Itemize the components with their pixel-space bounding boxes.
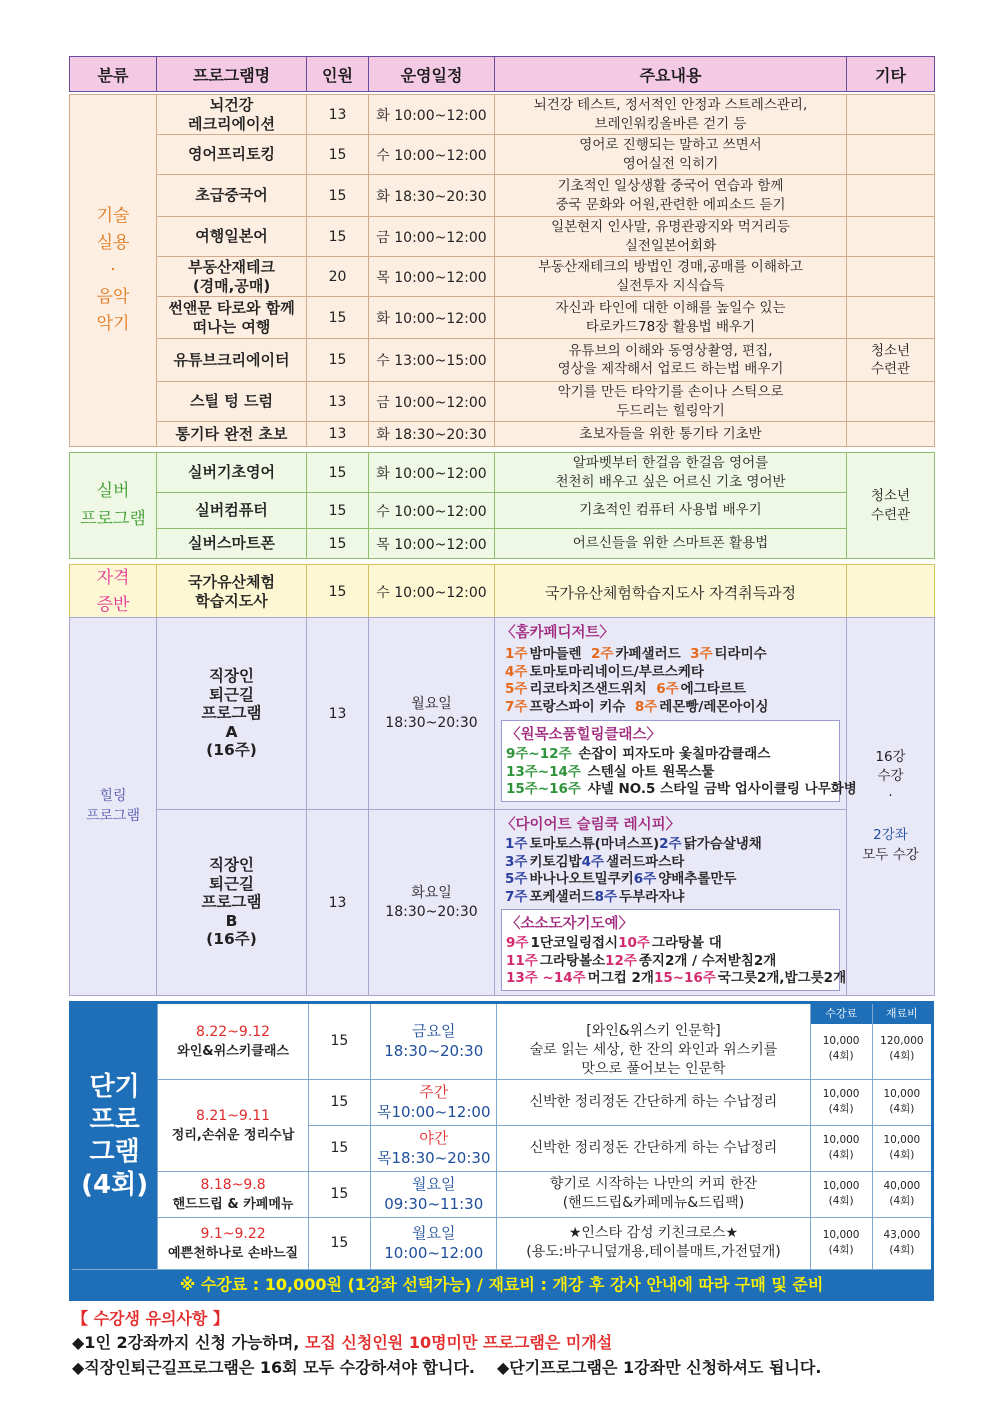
cert-section — [69, 564, 935, 620]
course-line: 13주~14주 스텐실 아트 원목스툴 — [506, 763, 715, 780]
course-line: 15주~16주 샤넬 NO.5 스타일 금박 업사이클링 나무화병 — [506, 781, 857, 798]
table-row — [70, 422, 935, 447]
schedule: 금 10:00~12:00 — [369, 217, 495, 257]
notice-line-1: ◆1인 2강좌까지 신청 가능하며, 모집 신청인원 10명미만 프로그램은 미개설 — [72, 1333, 613, 1352]
program-name: 유튜브크리에이터 — [157, 339, 307, 382]
content: [와인&위스키 인문학] 술로 읽는 세상, 한 잔의 와인과 위스키를 맛으로 풀어보는 인문학 — [497, 1003, 810, 1080]
program-name: 뇌건강 레크리에이션 — [157, 95, 307, 135]
healing-a-schedule: 월요일 18:30~20:30 — [369, 618, 495, 810]
schedule: 야간 목18:30~20:30 — [371, 1125, 497, 1171]
etc — [847, 135, 935, 175]
schedule: 월요일 09:30~11:30 — [371, 1171, 497, 1217]
capacity: 20 — [307, 257, 369, 297]
schedule: 수 10:00~12:00 — [369, 493, 495, 529]
etc — [847, 382, 935, 422]
table-row — [70, 135, 935, 175]
healing-b-box2-title: 〈소소도자기도예〉 — [506, 916, 634, 933]
program-name: 9.1~9.22 예쁜천하나로 손바느질 — [158, 1217, 309, 1269]
healing-b-name: 직장인 퇴근길 프로그램 B (16주) — [157, 810, 307, 996]
content: 초보자들을 위한 통기타 기초반 — [495, 422, 847, 447]
header-table — [69, 56, 935, 92]
healing-a-content — [495, 618, 857, 810]
content: 부동산재테크의 방법인 경매,공매를 이해하고 실전투자 지식습득 — [495, 257, 847, 297]
content: 유튜브의 이해와 동영상촬영, 편집, 영상을 제작해서 업로드 하는법 배우기 — [495, 339, 847, 382]
tuition: 수강료 10,000 (4회) — [810, 1003, 872, 1080]
material-fee: 재료비 120,000 (4회) — [872, 1003, 932, 1080]
program-name: 실버기초영어 — [157, 453, 307, 493]
course-line: 9주~12주 손잡이 피자도마 옻칠마감클래스 — [506, 746, 771, 763]
schedule: 화 10:00~12:00 — [369, 95, 495, 135]
healing-category: 힐링 프로그램 — [70, 618, 157, 996]
capacity: 13 — [307, 382, 369, 422]
table-row — [71, 1003, 933, 1080]
table-row — [70, 339, 935, 382]
healing-a-box2 — [501, 720, 857, 802]
table-row — [70, 257, 935, 297]
content: 뇌건강 테스트, 정서적인 안정과 스트레스관리, 브레인워킹올바른 걷기 등 — [495, 95, 847, 135]
schedule: 화 10:00~12:00 — [369, 453, 495, 493]
table-row — [70, 493, 935, 529]
etc — [847, 422, 935, 447]
program-name: 스틸 텅 드럼 — [157, 382, 307, 422]
program-name: 썬앤문 타로와 함께 떠나는 여행 — [157, 297, 307, 339]
schedule: 월요일 10:00~12:00 — [371, 1217, 497, 1269]
silver-section — [69, 452, 935, 559]
healing-a-box1-title: 〈홈카페디저트〉 — [501, 625, 615, 641]
capacity: 15 — [307, 493, 369, 529]
healing-etc: 16강 수강 · 2강좌 모두 수강 — [847, 618, 935, 996]
content: 향기로 시작하는 나만의 커피 한잔 (핸드드립&카페메뉴&드립팩) — [497, 1171, 810, 1217]
etc — [847, 217, 935, 257]
col-content: 주요내용 — [495, 57, 847, 92]
table-row — [71, 1079, 933, 1125]
short-category: 단기 프로 그램 (4회) — [71, 1003, 158, 1270]
material-fee: 10,000 (4회) — [872, 1079, 932, 1125]
material-fee: 10,000 (4회) — [872, 1125, 932, 1171]
course-line: 4주 토마토마리네이드/부르스케타 — [505, 663, 704, 680]
content: 신박한 정리정돈 간단하게 하는 수납정리 — [497, 1125, 810, 1171]
program-name: 여행일본어 — [157, 217, 307, 257]
notice-title: 【 수강생 유의사항 】 — [72, 1309, 229, 1328]
capacity: 15 — [308, 1171, 370, 1217]
content: 신박한 정리정돈 간단하게 하는 수납정리 — [497, 1079, 810, 1125]
etc — [847, 297, 935, 339]
capacity: 15 — [307, 339, 369, 382]
capacity: 15 — [307, 135, 369, 175]
course-line: 9주 1단코일링접시10주 그라탕볼 대 — [506, 935, 722, 952]
table-row — [70, 217, 935, 257]
course-line: 5주 바나나오트밀쿠키6주 양배추롤만두 — [505, 871, 737, 888]
program-name: 8.18~9.8 핸드드립 & 카페메뉴 — [158, 1171, 309, 1217]
healing-b-content — [495, 810, 847, 996]
program-name: 부동산재테크 (경매,공매) — [157, 257, 307, 297]
course-line: 3주 키토김밥4주 샐러드파스타 — [505, 853, 685, 870]
schedule: 목 10:00~12:00 — [369, 257, 495, 297]
content: 알파벳부터 한걸음 한걸음 영어를 천천히 배우고 싶은 어르신 기초 영어반 — [495, 453, 847, 493]
etc: 청소년 수련관 — [847, 339, 935, 382]
program-name: 실버컴퓨터 — [157, 493, 307, 529]
col-category: 분류 — [70, 57, 157, 92]
col-etc: 기타 — [847, 57, 935, 92]
program-name: 8.22~9.12 와인&위스키클래스 — [158, 1003, 309, 1080]
schedule: 목 10:00~12:00 — [369, 529, 495, 559]
col-capacity: 인원 — [307, 57, 369, 92]
healing-b-box2 — [501, 909, 847, 991]
healing-b-capacity: 13 — [307, 810, 369, 996]
col-program: 프로그램명 — [157, 57, 307, 92]
capacity: 15 — [307, 297, 369, 339]
cert-capacity: 15 — [307, 565, 369, 620]
notice-block — [72, 1306, 972, 1381]
program-name: 실버스마트폰 — [157, 529, 307, 559]
healing-a-name: 직장인 퇴근길 프로그램 A (16주) — [157, 618, 307, 810]
program-name: 8.21~9.11 정리,손쉬운 정리수납 — [158, 1079, 309, 1171]
course-line: 7주 프랑스파이 키슈 8주 레몬빵/레몬아이싱 — [505, 698, 769, 715]
capacity: 15 — [307, 217, 369, 257]
capacity: 15 — [308, 1079, 370, 1125]
capacity: 15 — [307, 175, 369, 217]
schedule: 화 18:30~20:30 — [369, 422, 495, 447]
tuition: 10,000 (4회) — [810, 1125, 872, 1171]
cert-category: 자격 증반 — [70, 565, 157, 620]
table-row — [70, 453, 935, 493]
course-line: 7주 포케샐러드8주 두부라자냐 — [505, 888, 685, 905]
program-name: 통기타 완전 초보 — [157, 422, 307, 447]
tech-section — [69, 94, 935, 447]
table-row — [70, 95, 935, 135]
etc — [847, 175, 935, 217]
silver-category: 실버 프로그램 — [70, 453, 157, 559]
silver-etc: 청소년 수련관 — [847, 453, 935, 559]
schedule: 주간 목10:00~12:00 — [371, 1079, 497, 1125]
capacity: 15 — [308, 1125, 370, 1171]
etc — [847, 257, 935, 297]
etc — [847, 95, 935, 135]
content: 기초적인 컴퓨터 사용법 배우기 — [495, 493, 847, 529]
healing-b-box1-title: 〈다이어트 슬림쿡 레시피〉 — [501, 817, 681, 833]
tuition: 10,000 (4회) — [810, 1217, 872, 1269]
cert-etc — [847, 565, 935, 620]
short-program-section — [69, 1001, 934, 1301]
schedule: 금 10:00~12:00 — [369, 382, 495, 422]
capacity: 13 — [307, 95, 369, 135]
course-line: 5주 리코타치즈샌드위치 6주 에그타르트 — [505, 681, 746, 698]
table-row — [70, 297, 935, 339]
content: 영어로 진행되는 말하고 쓰면서 영어실전 익히기 — [495, 135, 847, 175]
schedule: 수 13:00~15:00 — [369, 339, 495, 382]
course-line: 13주 ~14주 머그컵 2개15~16주 국그릇2개,밥그릇2개 — [506, 970, 847, 987]
tuition: 10,000 (4회) — [810, 1079, 872, 1125]
content: 어르신들을 위한 스마트폰 활용법 — [495, 529, 847, 559]
cert-content: 국가유산체험학습지도사 자격취득과정 — [495, 565, 847, 620]
tech-category: 기술 실용 · 음악 악기 — [70, 95, 157, 447]
healing-a-box2-title: 〈원목소품힐링클래스〉 — [506, 727, 662, 744]
tuition: 10,000 (4회) — [810, 1171, 872, 1217]
content: 악기를 만든 타악기를 손이나 스틱으로 두드리는 힐링악기 — [495, 382, 847, 422]
notice-line-2: ◆직장인퇴근길프로그램은 16회 모두 수강하셔야 합니다. ◆단기프로그램은 1강좌만 신청하셔도 됩니다. — [72, 1357, 822, 1377]
table-row — [70, 382, 935, 422]
table-row — [70, 175, 935, 217]
course-line: 1주 밤마들렌 2주 카페샐러드 3주 티라미수 — [505, 646, 767, 662]
capacity: 15 — [307, 453, 369, 493]
table-row — [71, 1171, 933, 1217]
content: ★인스타 감성 키친크로스★ (용도:바구니덮개용,테이블매트,가전덮개) — [497, 1217, 810, 1269]
capacity: 15 — [307, 529, 369, 559]
healing-section — [69, 617, 935, 996]
schedule: 화 18:30~20:30 — [369, 175, 495, 217]
material-fee: 43,000 (4회) — [872, 1217, 932, 1269]
cert-schedule: 수 10:00~12:00 — [369, 565, 495, 620]
capacity: 15 — [308, 1217, 370, 1269]
cert-program-name: 국가유산체험 학습지도사 — [157, 565, 307, 620]
course-line: 11주 그라탕볼소12주 종지2개 / 수저받침2개 — [506, 952, 777, 969]
col-schedule: 운영일정 — [369, 57, 495, 92]
content: 기초적인 일상생활 중국어 연습과 함께 중국 문화와 어원,관련한 에피소드 듣기 — [495, 175, 847, 217]
program-name: 영어프리토킹 — [157, 135, 307, 175]
material-fee: 40,000 (4회) — [872, 1171, 932, 1217]
capacity: 15 — [308, 1003, 370, 1080]
schedule: 금요일 18:30~20:30 — [371, 1003, 497, 1080]
content: 자신과 타인에 대한 이해를 높일수 있는 타로카드78장 활용법 배우기 — [495, 297, 847, 339]
healing-a-capacity: 13 — [307, 618, 369, 810]
healing-b-schedule: 화요일 18:30~20:30 — [369, 810, 495, 996]
capacity: 13 — [307, 422, 369, 447]
table-row — [70, 529, 935, 559]
program-name: 초급중국어 — [157, 175, 307, 217]
course-line: 1주 토마토스튜(마녀스프)2주 닭가슴살냉채 — [505, 836, 762, 852]
schedule: 화 10:00~12:00 — [369, 297, 495, 339]
fee-footer: ※ 수강료 : 10,000원 (1강좌 선택가능) / 재료비 : 개강 후 강사 안내에 따라 구매 및 준비 — [71, 1269, 933, 1299]
schedule: 수 10:00~12:00 — [369, 135, 495, 175]
table-row — [71, 1217, 933, 1269]
footer-row — [71, 1269, 933, 1299]
content: 일본현지 인사말, 유명관광지와 먹거리등 실전일본어회화 — [495, 217, 847, 257]
